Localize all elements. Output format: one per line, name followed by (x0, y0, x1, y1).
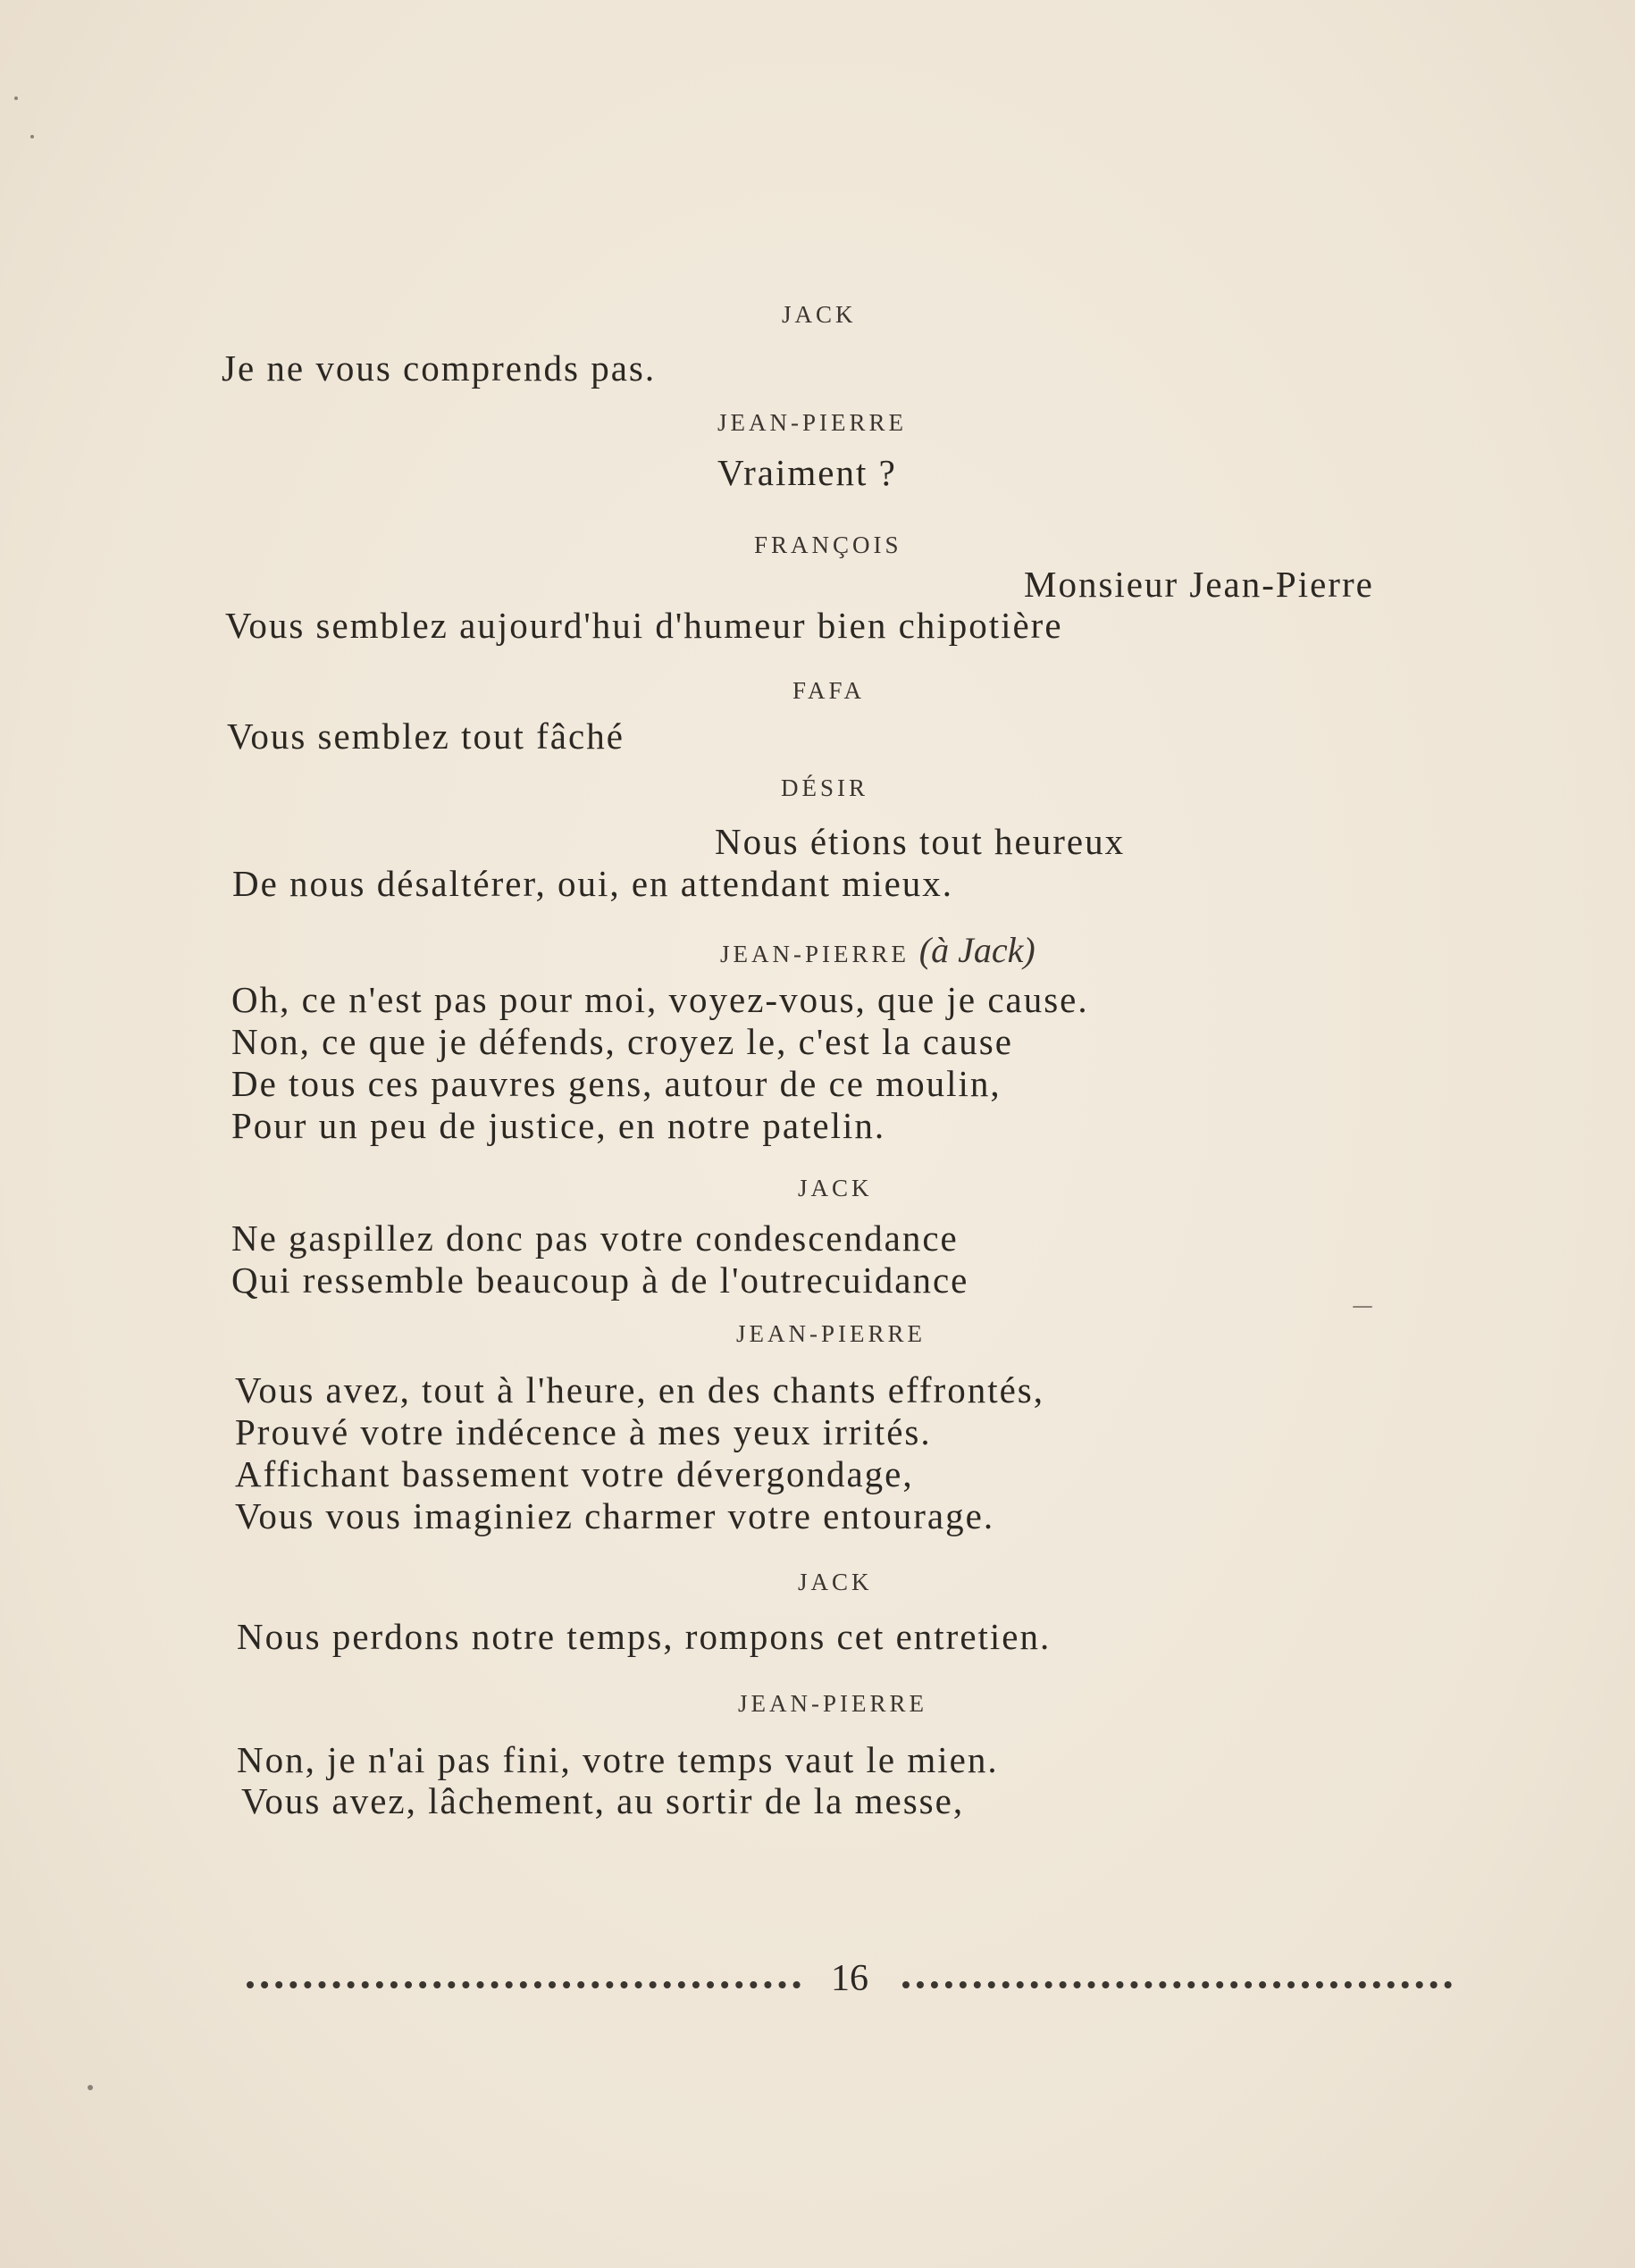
verse-line: Vous semblez tout fâché (227, 716, 625, 757)
page-number: 16 (831, 1958, 868, 1999)
speaker-name: JEAN-PIERRE (717, 409, 907, 436)
speaker-name: JEAN-PIERRE (738, 1690, 927, 1717)
verse-line: De nous désaltérer, oui, en attendant mieux. (232, 863, 954, 904)
speaker-name (720, 929, 1036, 971)
verse-line: Vous semblez aujourd'hui d'humeur bien chipotière (225, 605, 1063, 646)
verse-line: Oh, ce n'est pas pour moi, voyez-vous, que je cause. (231, 979, 1089, 1020)
verse-line: Qui ressemble beaucoup à de l'outrecuidance (231, 1260, 969, 1301)
verse-line: Vous avez, lâchement, au sortir de la messe, (241, 1780, 965, 1821)
speaker-name: DÉSIR (781, 774, 869, 801)
verse-line: Vraiment ? (717, 452, 897, 493)
verse-line: Monsieur Jean-Pierre (1024, 564, 1374, 605)
verse-line: Ne gaspillez donc pas votre condescendance (231, 1218, 959, 1259)
speaker-name: JACK (798, 1569, 873, 1595)
verse-line: Je ne vous comprends pas. (222, 347, 657, 389)
verse-line: De tous ces pauvres gens, autour de ce moulin, (231, 1063, 1002, 1104)
stage-direction: (à Jack) (918, 930, 1036, 970)
verse-line: Prouvé votre indécence à mes yeux irrités. (235, 1411, 932, 1452)
speaker-label: JEAN-PIERRE (720, 941, 910, 967)
verse-line: Pour un peu de justice, en notre patelin. (231, 1105, 886, 1146)
dotted-leader-left (247, 1981, 801, 1988)
speaker-name: JACK (782, 301, 857, 328)
paper-speck (30, 135, 34, 138)
paper-speck (88, 2085, 93, 2090)
dotted-leader-right (902, 1981, 1452, 1988)
speaker-name: JEAN-PIERRE (736, 1320, 926, 1347)
paper-speck (14, 96, 18, 100)
speaker-name: FAFA (792, 677, 866, 704)
speaker-name: FRANÇOIS (754, 531, 902, 558)
verse-line: Vous avez, tout à l'heure, en des chants effrontés, (235, 1369, 1044, 1410)
verse-line: Non, ce que je défends, croyez le, c'est la cause (231, 1021, 1013, 1062)
paper-speck (1353, 1306, 1372, 1308)
speaker-name: JACK (798, 1175, 873, 1201)
verse-line: Nous étions tout heureux (715, 821, 1126, 862)
verse-line: Nous perdons notre temps, rompons cet entretien. (237, 1616, 1052, 1657)
verse-line: Affichant bassement votre dévergondage, (235, 1453, 914, 1494)
verse-line: Vous vous imaginiez charmer votre entourage. (235, 1495, 995, 1536)
verse-line: Non, je n'ai pas fini, votre temps vaut le mien. (237, 1739, 999, 1780)
